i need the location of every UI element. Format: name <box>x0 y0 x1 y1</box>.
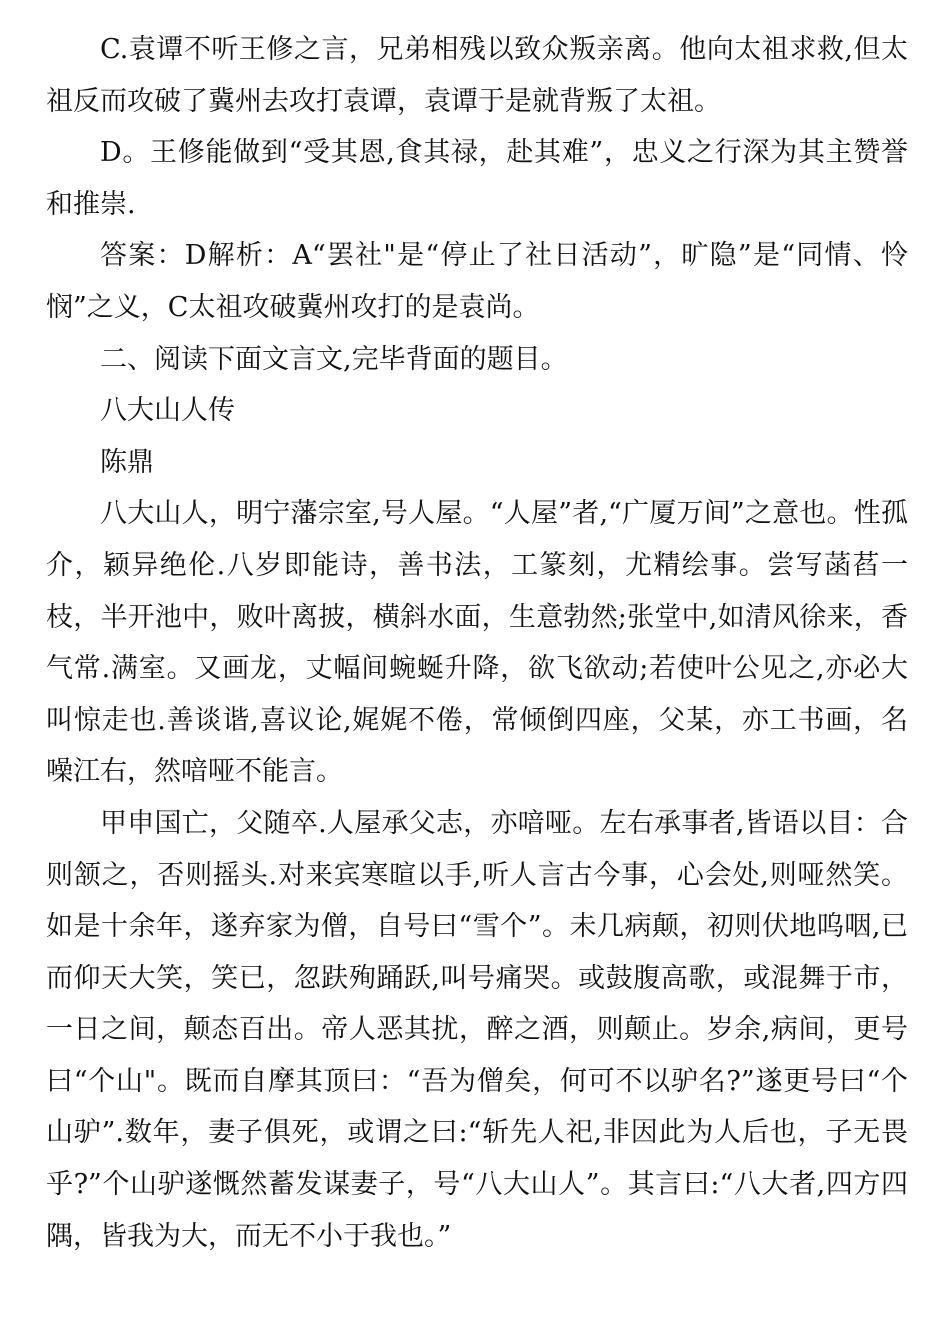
document-page <box>46 24 908 1262</box>
passage-title: 八大山人传 <box>100 395 235 427</box>
option-d-paragraph: D。王修能做到“受其恩,食其禄，赴其难”，忠义之行深为其主赞誉和推崇. <box>46 137 908 220</box>
passage-paragraph-2: 甲申国亡，父随卒.人屋承父志，亦喑哑。左右承事者,皆语以目：合则颔之，否则摇头.对来宾寒暄以手,听人言古今事，心会处,则哑然笑。如是十余年，遂弃家为僧，自号曰“雪个”。未几病颠，初则伏地呜咽,已而仰天大笑，笑已，忽趺殉踊跃,叫号痛哭。或鼓腹高歌，或混舞于市，一日之间，颠态百出。帝人恶其扰，醉之酒，则颠止。岁余,病间，更号曰“个山"。既而自摩其顶曰：“吾为僧矣，何可不以驴名?”遂更号曰“个山驴”.数年，妻子俱死，或谓之曰:“斩先人祀,非因此为人后也，子无畏乎?”个山驴遂慨然蓄发谋妻子，号“八大山人”。其言曰:“八大者,四方四隅，皆我为大，而无不小于我也。” <box>46 807 908 1252</box>
option-c-paragraph: C.袁谭不听王修之言，兄弟相残以致众叛亲离。他向太祖求救,但太祖反而攻破了冀州去攻打袁谭，袁谭于是就背叛了太祖。 <box>46 34 908 117</box>
passage-paragraph-1: 八大山人，明宁藩宗室,号人屋。“人屋”者,“广厦万间”之意也。性孤介，颖异绝伦.八岁即能诗，善书法，工篆刻，尤精绘事。尝写菡萏一枝，半开池中，败叶离披，横斜水面，生意勃然;张堂中,如清风徐来，香气常.满室。又画龙，丈幅间蜿蜒升降，欲飞欲动;若使叶公见之,亦必大叫惊走也.善谈谐,喜议论,娓娓不倦，常倾倒四座，父某，亦工书画，名噪江右，然喑哑不能言。 <box>46 498 908 788</box>
answer-paragraph: 答案：D解析：A“罢社"是“停止了社日活动”，旷隐”是“同情、怜悯”之义，C太祖攻破冀州攻打的是袁尚。 <box>46 240 908 323</box>
passage-author: 陈鼎 <box>100 446 154 478</box>
section-heading: 二、阅读下面文言文,完毕背面的题目。 <box>100 343 568 375</box>
